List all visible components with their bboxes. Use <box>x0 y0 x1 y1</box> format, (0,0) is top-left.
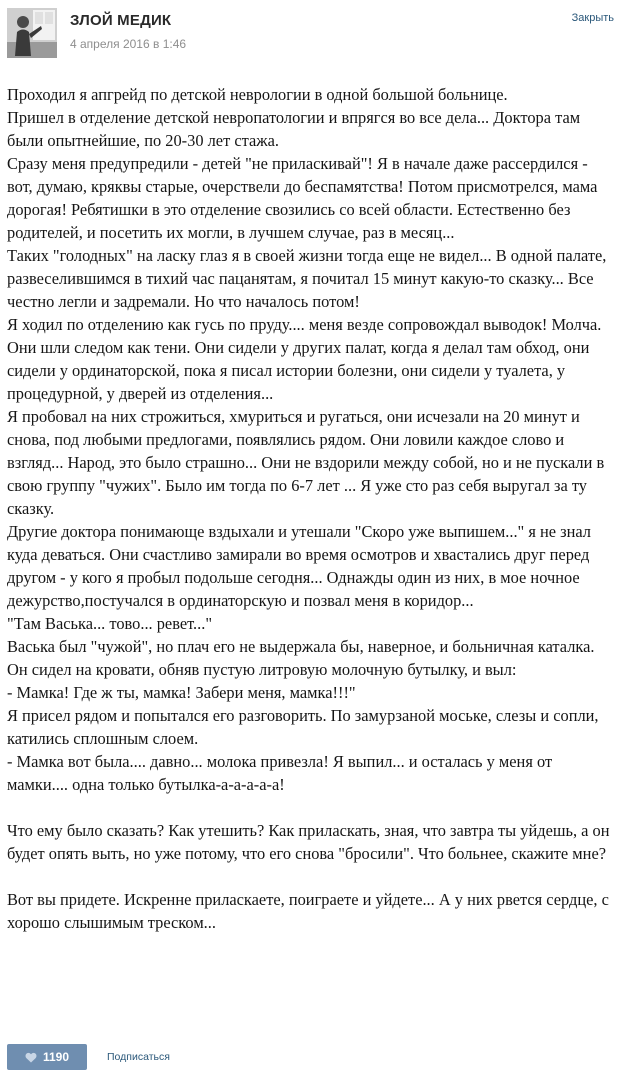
paragraph-spacer <box>7 865 613 888</box>
post-paragraph: Я пробовал на них строжиться, хмуриться и ругаться, они исчезали на 20 минут и снова, под любыми предлогами, появлялись рядом. Они ловили каждое слово и взгляд... Народ, это было страшно... Они не вздорили между собой, но и не пускали в свою группу "чужих". Было им тогда по 6-7 лет ... Я уже сто раз себя выругал за ту сказку. <box>7 407 605 518</box>
post-body <box>7 83 613 934</box>
post-paragraph: Я присел рядом и попытался его разговорить. По замурзаной моське, слезы и сопли, катились сплошным слоем. <box>7 706 599 748</box>
avatar-image <box>7 8 57 58</box>
author-name[interactable]: ЗЛОЙ МЕДИК <box>70 12 172 29</box>
post-paragraph: Проходил я апгрейд по детской неврологии в одной большой больнице. <box>7 85 508 104</box>
post-date[interactable]: 4 апреля 2016 в 1:46 <box>70 37 187 51</box>
subscribe-link[interactable]: Подписаться <box>107 1051 170 1063</box>
avatar[interactable] <box>7 8 57 58</box>
post-paragraph: "Там Васька... тово... ревет..." <box>7 614 213 633</box>
post-paragraph: Вот вы придете. Искренне приласкаете, поиграете и уйдете... А у них рвется сердце, с хорошо слышимым треском... <box>7 890 609 932</box>
post-footer <box>0 1040 620 1076</box>
like-button[interactable] <box>7 1044 87 1070</box>
heart-icon <box>25 1052 37 1063</box>
post-paragraph: Сразу меня предупредили - детей "не приласкивай"! Я в начале даже рассердился - вот, думаю, кряквы старые, очерствели до беспамятства! Потом присмотрелся, мама дорогая! Ребятишки в это отделение свозились со всей области. Естественно без родителей, и посетить их могли, в лучшем случае, раз в месяц... <box>7 154 598 242</box>
post-paragraph: - Мамка! Где ж ты, мамка! Забери меня, мамка!!!" <box>7 683 356 702</box>
post-paragraph: Васька был "чужой", но плач его не выдержала бы, наверное, и больничная каталка. <box>7 637 595 656</box>
like-count: 1190 <box>42 1050 70 1064</box>
post-paragraph: Что ему было сказать? Как утешить? Как приласкать, зная, что завтра ты уйдешь, а он будет опять выть, но уже потому, что его снова "бросили". Что больнее, скажите мне? <box>7 821 610 863</box>
post-header <box>0 0 620 70</box>
paragraph-spacer <box>7 796 613 819</box>
close-link[interactable]: Закрыть <box>571 12 614 24</box>
post-paragraph: Пришел в отделение детской невропатологии и впрягся во все дела... Доктора там были опытнейшие, по 20-30 лет стажа. <box>7 108 581 150</box>
post-paragraph: Таких "голодных" на ласку глаз я в своей жизни тогда еще не видел... В одной палате, развеселившимся в тихий час пацанятам, я почитал 15 минут какую-то сказку... Все честно легли и задремали. Но что началось потом! <box>7 246 607 311</box>
post-paragraph: Другие доктора понимающе вздыхали и утешали "Скоро уже выпишем..." я не знал куда деваться. Они счастливо замирали во время осмотров и хвастались друг перед другом - у кого я пробыл подольше сегодня... Однажды один из них, в мое ночное дежурство,постучался в ординаторскую и позвал меня в коридор... <box>7 522 591 610</box>
post-paragraph: Он сидел на кровати, обняв пустую литровую молочную бутылку, и выл: <box>7 660 517 679</box>
post-paragraph: - Мамка вот была.... давно... молока привезла! Я выпил... и осталась у меня от мамки.... одна только бутылка-а-а-а-а-а! <box>7 752 553 794</box>
post-paragraph: Я ходил по отделению как гусь по пруду.... меня везде сопровождал выводок! Молча. Они шли следом как тени. Они сидели у других палат, когда я делал там обход, они сидели у ординаторской, пока я писал истории болезни, они сидели у туалета, у процедурной, у дверей из отделения... <box>7 315 602 403</box>
